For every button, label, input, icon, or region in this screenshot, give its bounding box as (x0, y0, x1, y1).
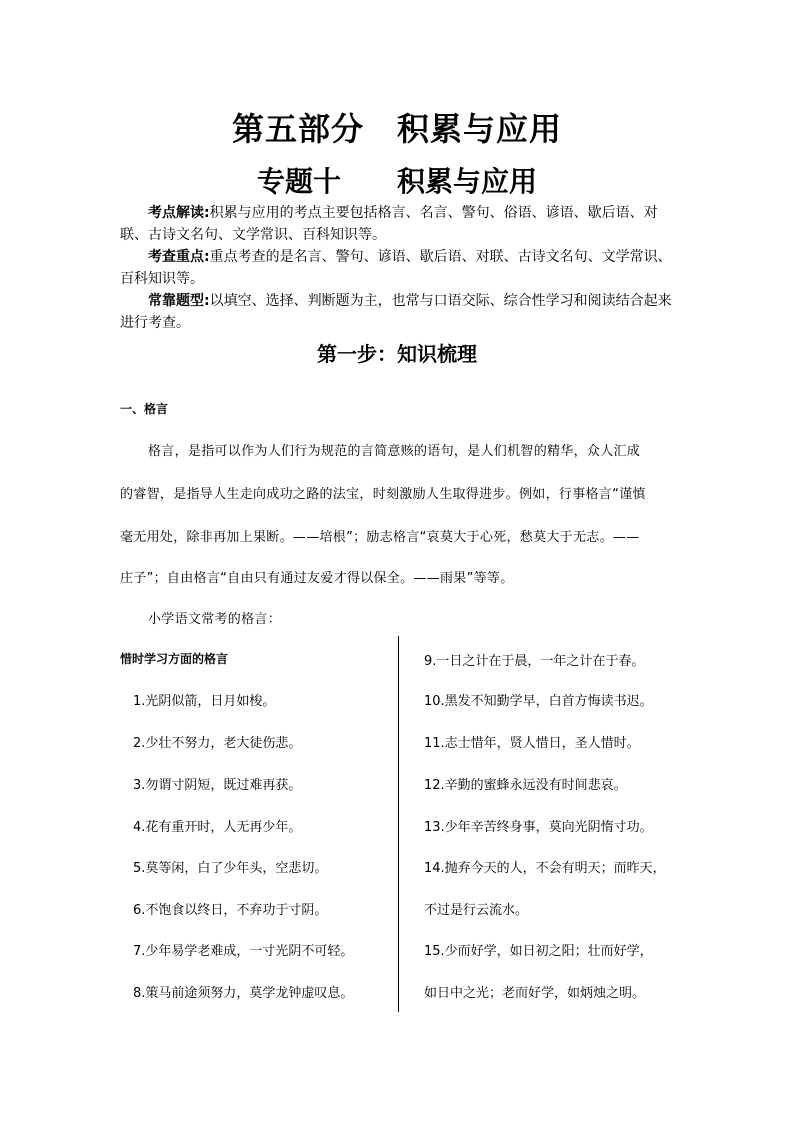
list-item: 6.不饱食以终日，不弃功于寸阴。 (133, 903, 328, 918)
intro-paragraph-question-types (120, 290, 680, 334)
intro-label: 考点解读: (148, 205, 210, 221)
list-item: 8.策马前途须努力，莫学龙钟虚叹息。 (133, 986, 354, 1001)
body-line: 庄子”；自由格言“自由只有通过友爱才得以保全。——雨果”等等。 (120, 571, 514, 586)
intro-label: 常靠题型: (148, 293, 210, 309)
column-divider (398, 636, 399, 1012)
list-item: 11.志士惜年，贤人惜日，圣人惜时。 (424, 736, 640, 751)
body-line: 格言，是指可以作为人们行为规范的言简意赅的语句，是人们机智的精华，众人汇成 (148, 444, 641, 459)
list-item: 4.花有重开时，人无再少年。 (133, 820, 302, 835)
intro-text: 积累与应用的考点主要包括格言、名言、警句、俗语、谚语、歇后语、对联、古诗文名句、文学常识、百科知识等。 (120, 205, 658, 243)
step-title: 第一步：知识梳理 (317, 342, 477, 366)
list-item: 9.一日之计在于晨，一年之计在于春。 (424, 654, 645, 669)
left-column-heading: 惜时学习方面的格言 (120, 652, 229, 666)
intro-label: 考查重点: (148, 249, 210, 265)
intro-paragraph-exam-points (120, 202, 680, 246)
list-item: 14.抛弃今天的人，不会有明天；而昨天， (424, 861, 666, 876)
list-item: 10.黑发不知勤学早，白首方悔读书迟。 (424, 694, 653, 709)
list-item-continuation: 如日中之光；老而好学，如炳烛之明。 (424, 986, 646, 1001)
list-item: 7.少年易学老难成，一寸光阴不可轻。 (133, 944, 354, 959)
list-item: 1.光阴似箭，日月如梭。 (133, 694, 276, 709)
intro-text: 以填空、选择、判断题为主，也常与口语交际、综合性学习和阅读结合起来进行考查。 (120, 293, 672, 331)
body-line: 的睿智，是指导人生走向成功之路的法宝，时刻激励人生取得进步。例如，行事格言“谨慎 (120, 487, 646, 502)
list-item: 5.莫等闲，白了少年头，空悲切。 (133, 861, 328, 876)
body-line: 小学语文常考的格言： (148, 612, 282, 627)
part-title: 第五部分 积累与应用 (231, 110, 562, 148)
intro-paragraph-focus (120, 246, 680, 290)
topic-title: 专题十 积累与应用 (256, 165, 537, 198)
intro-text: 重点考查的是名言、警句、谚语、歇后语、对联、古诗文名句、文学常识、百科知识等。 (120, 249, 672, 287)
section-heading: 一、格言 (120, 402, 169, 416)
list-item: 15.少而好学，如日初之阳；壮而好学， (424, 944, 653, 959)
list-item-continuation: 不过是行云流水。 (424, 903, 529, 918)
list-item: 3.勿谓寸阴短，既过难再获。 (133, 778, 302, 793)
list-item: 13.少年辛苦终身事，莫向光阴惰寸功。 (424, 820, 653, 835)
list-item: 2.少壮不努力，老大徒伤悲。 (133, 736, 302, 751)
body-line: 毫无用处，除非再加上果断。——培根”；励志格言“哀莫大于心死，愁莫大于无志。—— (120, 530, 640, 545)
list-item: 12.辛勤的蜜蜂永远没有时间悲哀。 (424, 778, 627, 793)
